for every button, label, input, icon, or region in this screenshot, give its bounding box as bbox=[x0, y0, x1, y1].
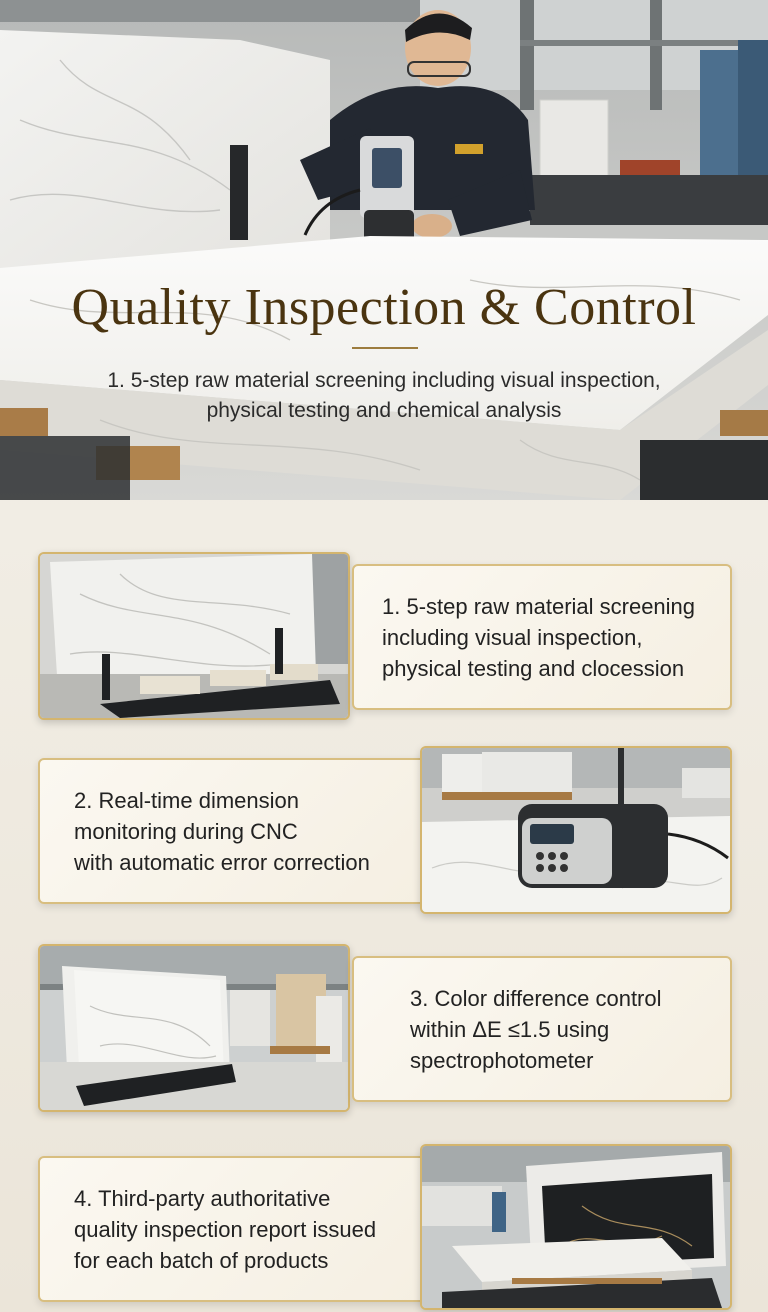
step-4-photo bbox=[420, 1144, 732, 1310]
step-2-card bbox=[38, 758, 428, 904]
step-row-1 bbox=[38, 552, 732, 722]
step-row-4 bbox=[38, 1142, 732, 1310]
step-3-card bbox=[352, 956, 732, 1102]
step-row-2 bbox=[38, 746, 732, 916]
hero-banner bbox=[0, 0, 768, 500]
step-1-photo bbox=[38, 552, 350, 720]
step-4-card bbox=[38, 1156, 428, 1302]
step-4-text: 4. Third-party authoritative quality inspection report issued for each batch of products bbox=[74, 1185, 377, 1273]
title-divider bbox=[352, 347, 418, 349]
step-1-text: 1. 5-step raw material screening including visual inspection, physical testing and clocession bbox=[382, 593, 696, 681]
step-row-3 bbox=[38, 944, 732, 1114]
step-2-text: 2. Real-time dimension monitoring during CNC with automatic error correction bbox=[74, 787, 370, 875]
step-1-card bbox=[352, 564, 732, 710]
page-title: Quality Inspection & Control bbox=[71, 279, 697, 336]
hero-subtitle: 1. 5-step raw material screening including visual inspection, physical testing and chemical analysis bbox=[107, 369, 661, 422]
step-3-text: 3. Color difference control within ΔE ≤1.5 using spectrophotometer bbox=[410, 985, 662, 1073]
step-3-photo bbox=[38, 944, 350, 1112]
step-2-photo bbox=[420, 746, 732, 914]
